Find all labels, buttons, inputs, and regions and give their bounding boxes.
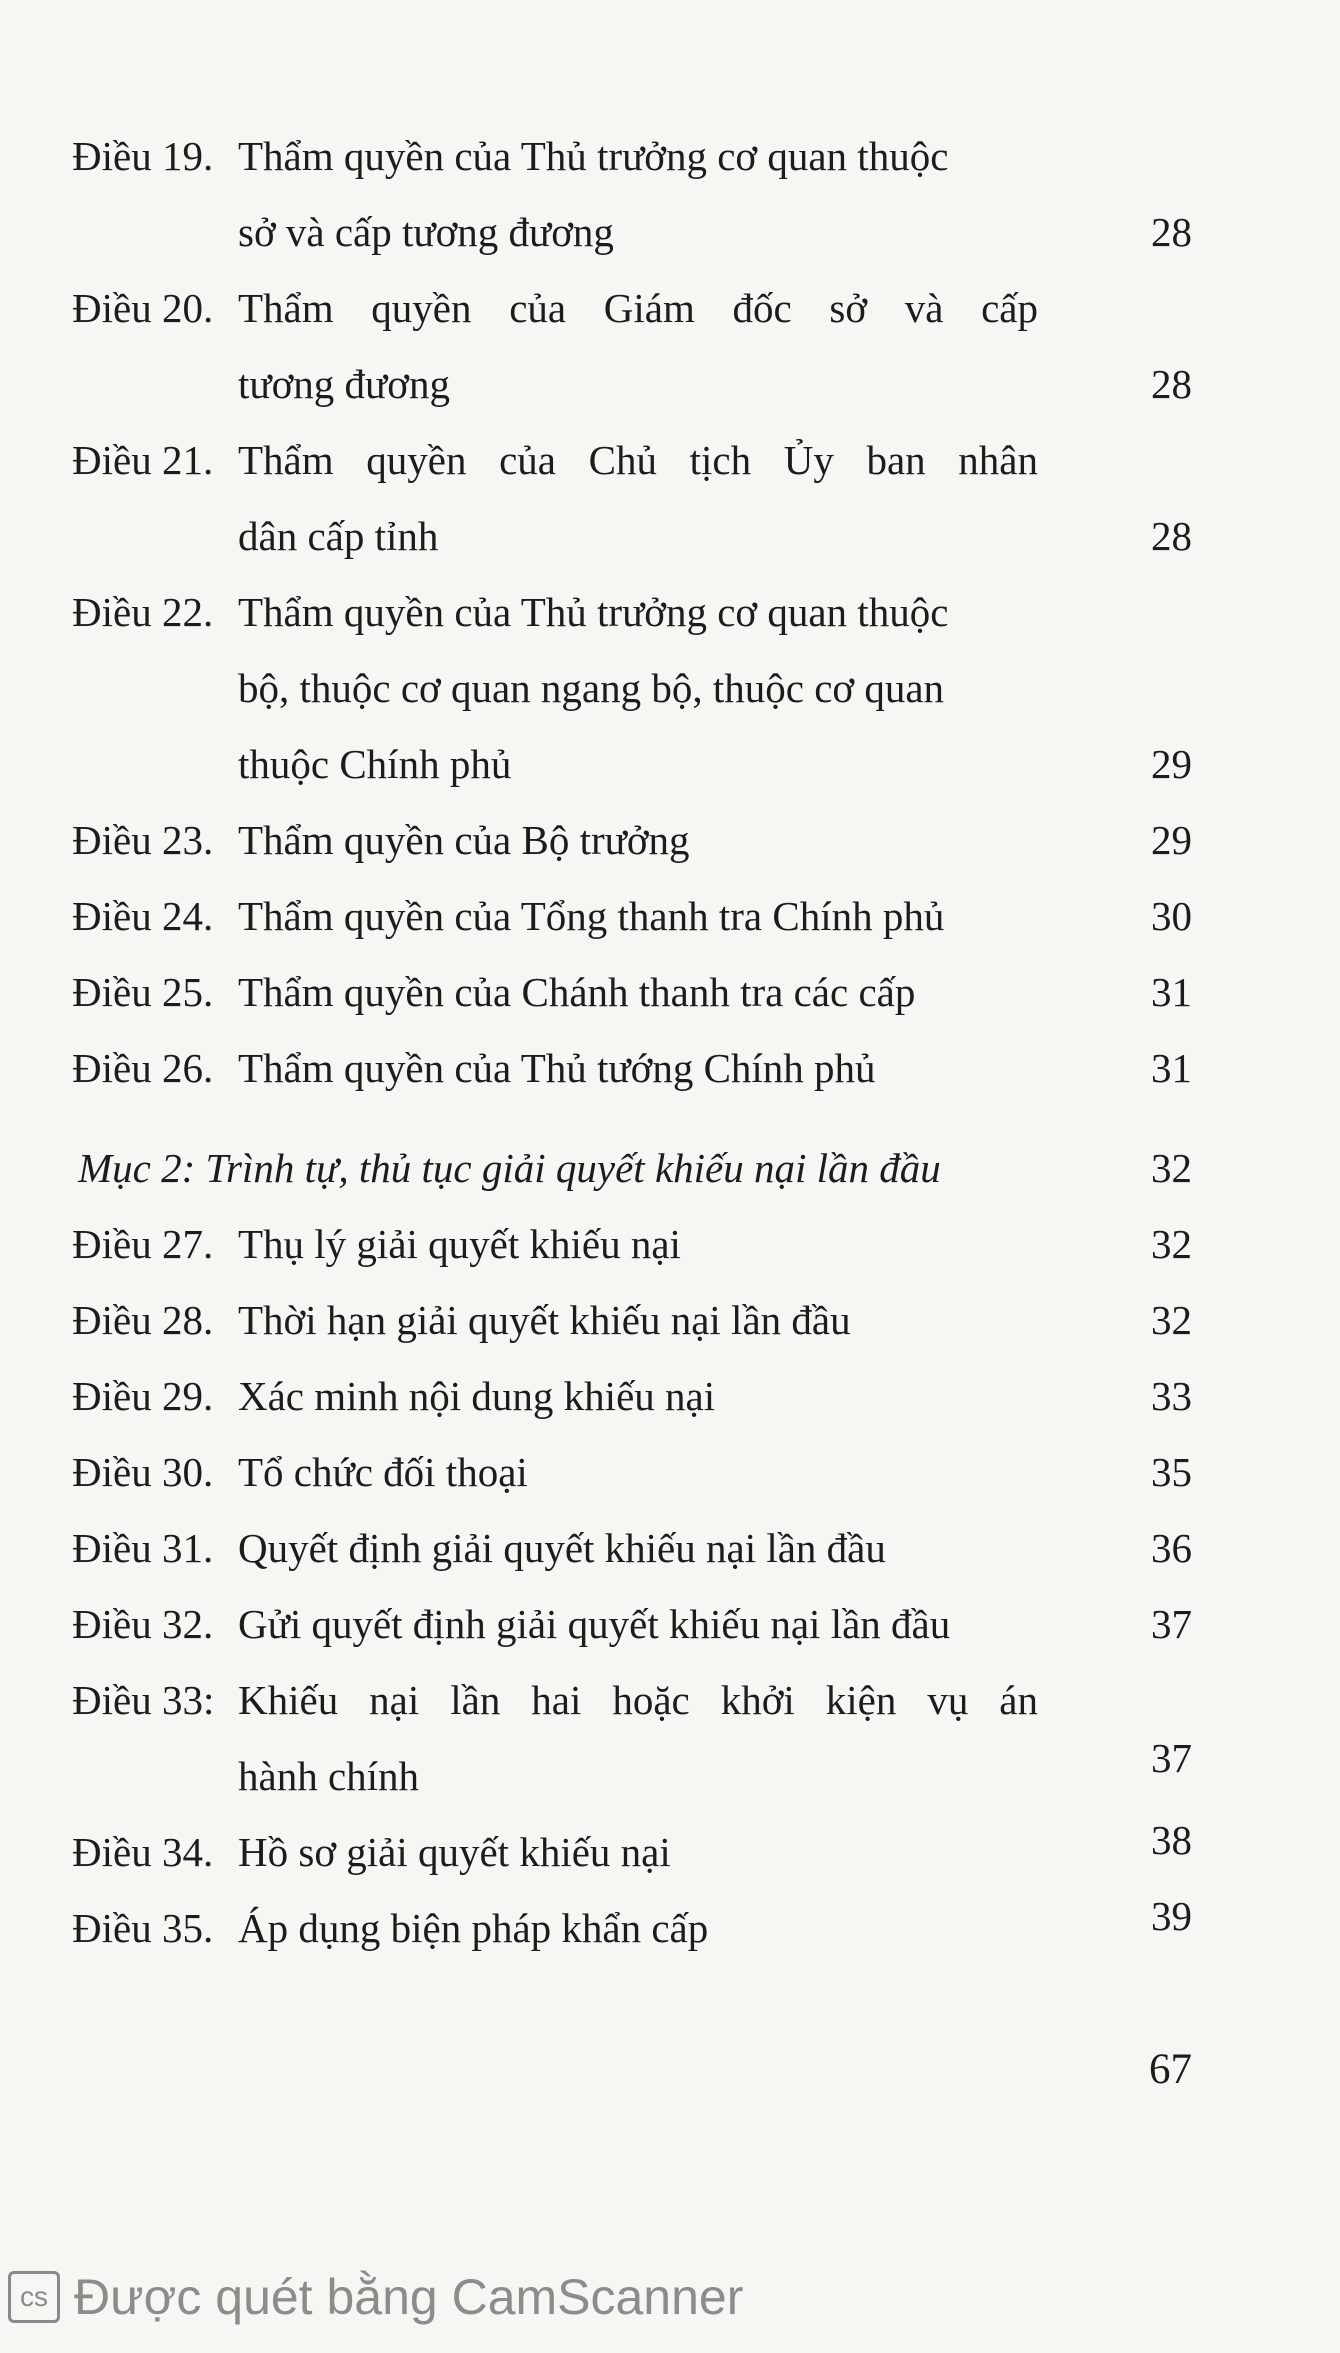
article-number: Điều 21. <box>72 437 214 483</box>
page-ref: 32 <box>1151 1145 1192 1191</box>
article-title-line: Thẩm quyền của Bộ trưởng <box>238 817 690 863</box>
article-number: Điều 34. <box>72 1829 214 1875</box>
article-number: Điều 31. <box>72 1525 214 1571</box>
article-title-line: Thẩm quyền của Thủ tướng Chính phủ <box>238 1045 876 1091</box>
article-number: Điều 19. <box>72 133 214 179</box>
page-ref: 33 <box>1151 1373 1192 1419</box>
article-title-line: tương đương <box>238 361 450 407</box>
article-title-line: Thời hạn giải quyết khiếu nại lần đầu <box>238 1297 851 1343</box>
article-number: Điều 29. <box>72 1373 214 1419</box>
article-title-line: Thẩm quyền của Chủ tịch Ủy ban nhân <box>238 437 1038 483</box>
page-ref: 28 <box>1151 209 1192 255</box>
article-number: Điều 22. <box>72 589 214 635</box>
page-ref: 32 <box>1151 1221 1192 1267</box>
article-number: Điều 26. <box>72 1045 214 1091</box>
page-ref: 35 <box>1151 1449 1192 1495</box>
article-title-line: Gửi quyết định giải quyết khiếu nại lần đầu <box>238 1601 951 1647</box>
page-ref: 39 <box>1151 1893 1192 1939</box>
page-ref: 36 <box>1151 1525 1192 1571</box>
article-title-line: Áp dụng biện pháp khẩn cấp <box>238 1905 709 1951</box>
article-number: Điều 20. <box>72 285 214 331</box>
page-number: 67 <box>1149 2046 1192 2093</box>
page-ref: 31 <box>1151 1045 1192 1091</box>
article-title-line: dân cấp tỉnh <box>238 513 439 559</box>
camscanner-logo-icon: cs <box>8 2271 60 2323</box>
article-number: Điều 25. <box>72 969 214 1015</box>
page-ref: 37 <box>1151 1601 1192 1647</box>
article-number: Điều 33: <box>72 1677 215 1723</box>
article-number: Điều 35. <box>72 1905 214 1951</box>
page-ref: 32 <box>1151 1297 1192 1343</box>
camscanner-watermark <box>8 2262 743 2332</box>
page-ref: 29 <box>1151 817 1192 863</box>
article-title-line: Thẩm quyền của Giám đốc sở và cấp <box>238 285 1038 331</box>
article-number: Điều 23. <box>72 817 214 863</box>
section-title: Mục 2: Trình tự, thủ tục giải quyết khiếu nại lần đầu <box>78 1145 941 1191</box>
article-number: Điều 30. <box>72 1449 214 1495</box>
page-ref: 38 <box>1151 1817 1192 1863</box>
article-title-line: Tổ chức đối thoại <box>238 1449 528 1495</box>
page-ref: 28 <box>1151 513 1192 559</box>
article-title-line: Thẩm quyền của Tổng thanh tra Chính phủ <box>238 893 945 939</box>
article-number: Điều 28. <box>72 1297 214 1343</box>
article-title-line: hành chính <box>238 1753 420 1799</box>
watermark-text: Được quét bằng CamScanner <box>74 2269 744 2325</box>
page-ref: 37 <box>1151 1735 1192 1781</box>
page-ref: 31 <box>1151 969 1192 1015</box>
page-ref: 29 <box>1151 741 1192 787</box>
article-title-line: Quyết định giải quyết khiếu nại lần đầu <box>238 1525 886 1571</box>
article-title-line: Xác minh nội dung khiếu nại <box>238 1373 716 1419</box>
article-title-line: Thụ lý giải quyết khiếu nại <box>238 1221 681 1267</box>
article-title-line: Hồ sơ giải quyết khiếu nại <box>238 1829 671 1875</box>
article-title-line: Thẩm quyền của Thủ trưởng cơ quan thuộc <box>238 589 949 635</box>
article-title-line: Khiếu nại lần hai hoặc khởi kiện vụ án <box>238 1677 1038 1723</box>
article-number: Điều 32. <box>72 1601 214 1647</box>
page-ref: 30 <box>1151 893 1192 939</box>
page-ref: 28 <box>1151 361 1192 407</box>
article-number: Điều 24. <box>72 893 214 939</box>
article-title-line: bộ, thuộc cơ quan ngang bộ, thuộc cơ quan <box>238 665 945 711</box>
article-title-line: Thẩm quyền của Chánh thanh tra các cấp <box>238 969 916 1015</box>
article-title-line: Thẩm quyền của Thủ trưởng cơ quan thuộc <box>238 133 949 179</box>
article-title-line: sở và cấp tương đương <box>238 209 614 255</box>
article-title-line: thuộc Chính phủ <box>238 741 512 787</box>
article-number: Điều 27. <box>72 1221 214 1267</box>
